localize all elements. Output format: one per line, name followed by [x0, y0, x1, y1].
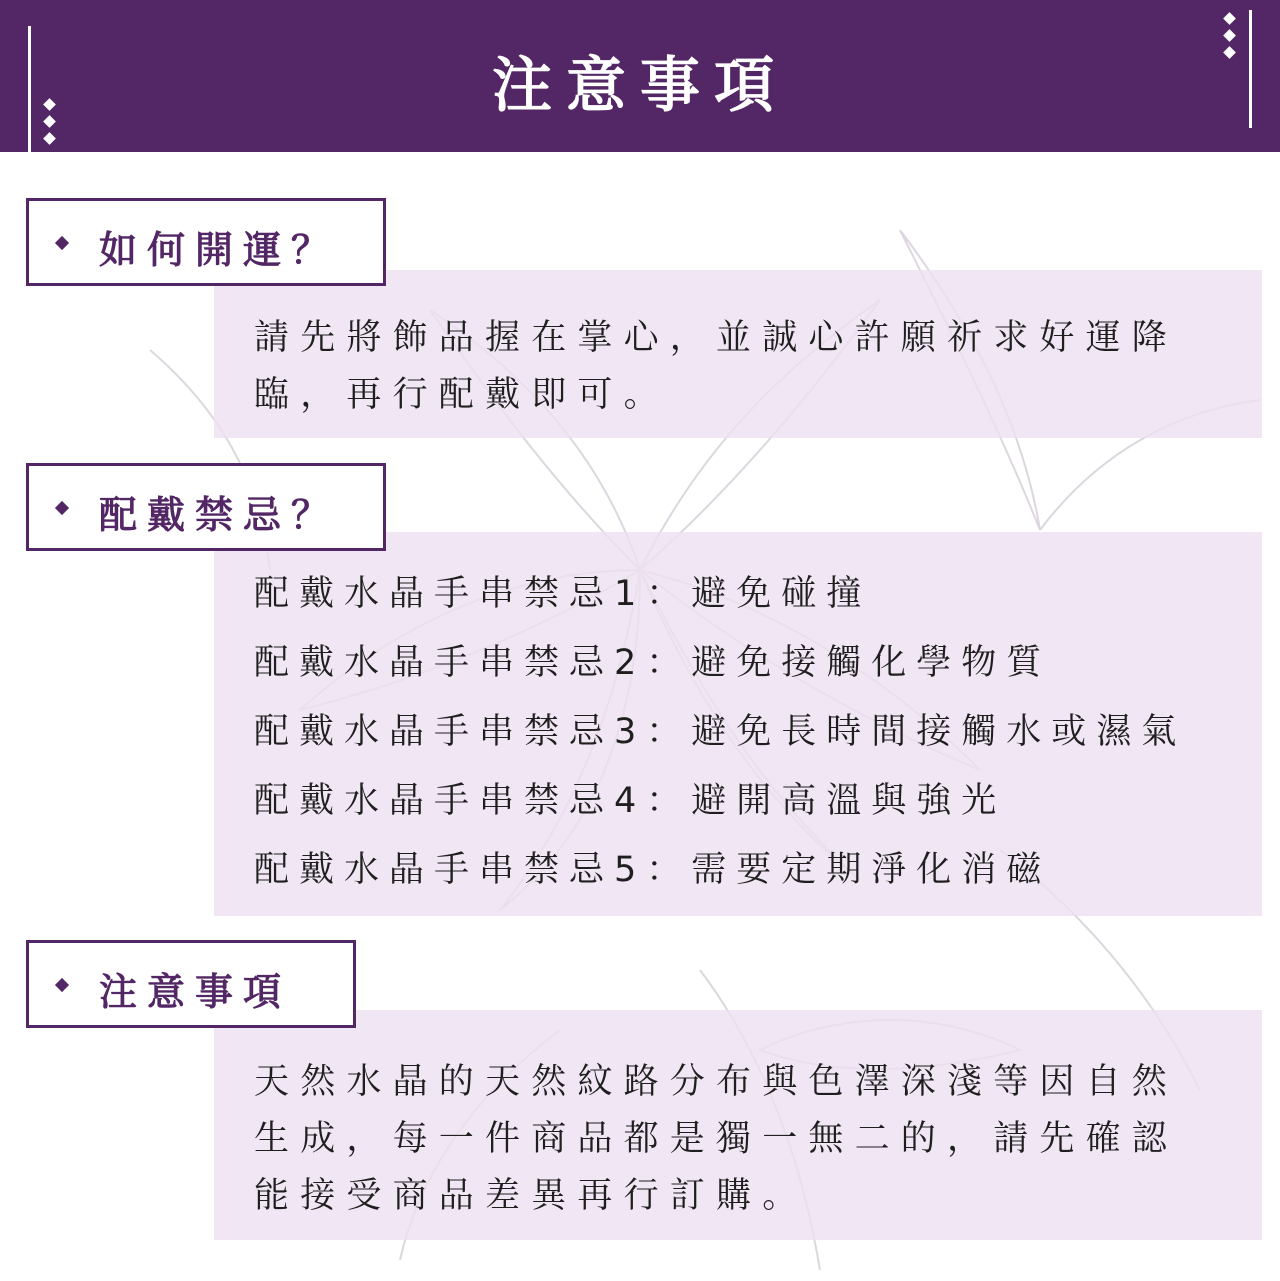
- page-title: 注意事項: [492, 51, 788, 121]
- section-heading-label: 配戴禁忌？: [99, 493, 340, 537]
- list-item: 配戴水晶手串禁忌5：需要定期淨化消磁: [254, 850, 1052, 890]
- section-heading-label: 注意事項: [99, 970, 292, 1014]
- list-item: 配戴水晶手串禁忌2：避免接觸化學物質: [254, 643, 1052, 683]
- section-panel-taboos: [214, 532, 1262, 916]
- body-line: 能接受商品差異再行訂購。: [254, 1176, 809, 1216]
- section-heading-notes: [26, 940, 356, 1028]
- diamond-bullet-icon: [55, 236, 69, 250]
- section-body: [254, 1054, 1254, 1225]
- section-panel-how-to-bless: [214, 270, 1262, 438]
- section-panel-notes: [214, 1010, 1262, 1240]
- header-banner: [0, 0, 1280, 152]
- diamond-bullet-icon: [55, 501, 69, 515]
- section-heading-taboos: [26, 463, 386, 551]
- diamond-bullet-icon: [55, 978, 69, 992]
- body-line: 生成，每一件商品都是獨一無二的，請先確認: [254, 1119, 1179, 1159]
- body-line: 天然水晶的天然紋路分布與色澤深淺等因自然: [254, 1062, 1179, 1102]
- list-item: 配戴水晶手串禁忌4：避開高溫與強光: [254, 781, 1007, 821]
- section-heading-how-to-bless: [26, 198, 386, 286]
- taboo-list: [254, 566, 1186, 911]
- section-heading-label: 如何開運？: [99, 228, 340, 272]
- list-item: 配戴水晶手串禁忌1：避免碰撞: [254, 574, 872, 614]
- body-line: 臨，再行配戴即可。: [254, 375, 670, 415]
- section-body: [254, 310, 1254, 424]
- list-item: 配戴水晶手串禁忌3：避免長時間接觸水或濕氣: [254, 712, 1187, 752]
- body-line: 請先將飾品握在掌心，並誠心許願祈求好運降: [254, 318, 1179, 358]
